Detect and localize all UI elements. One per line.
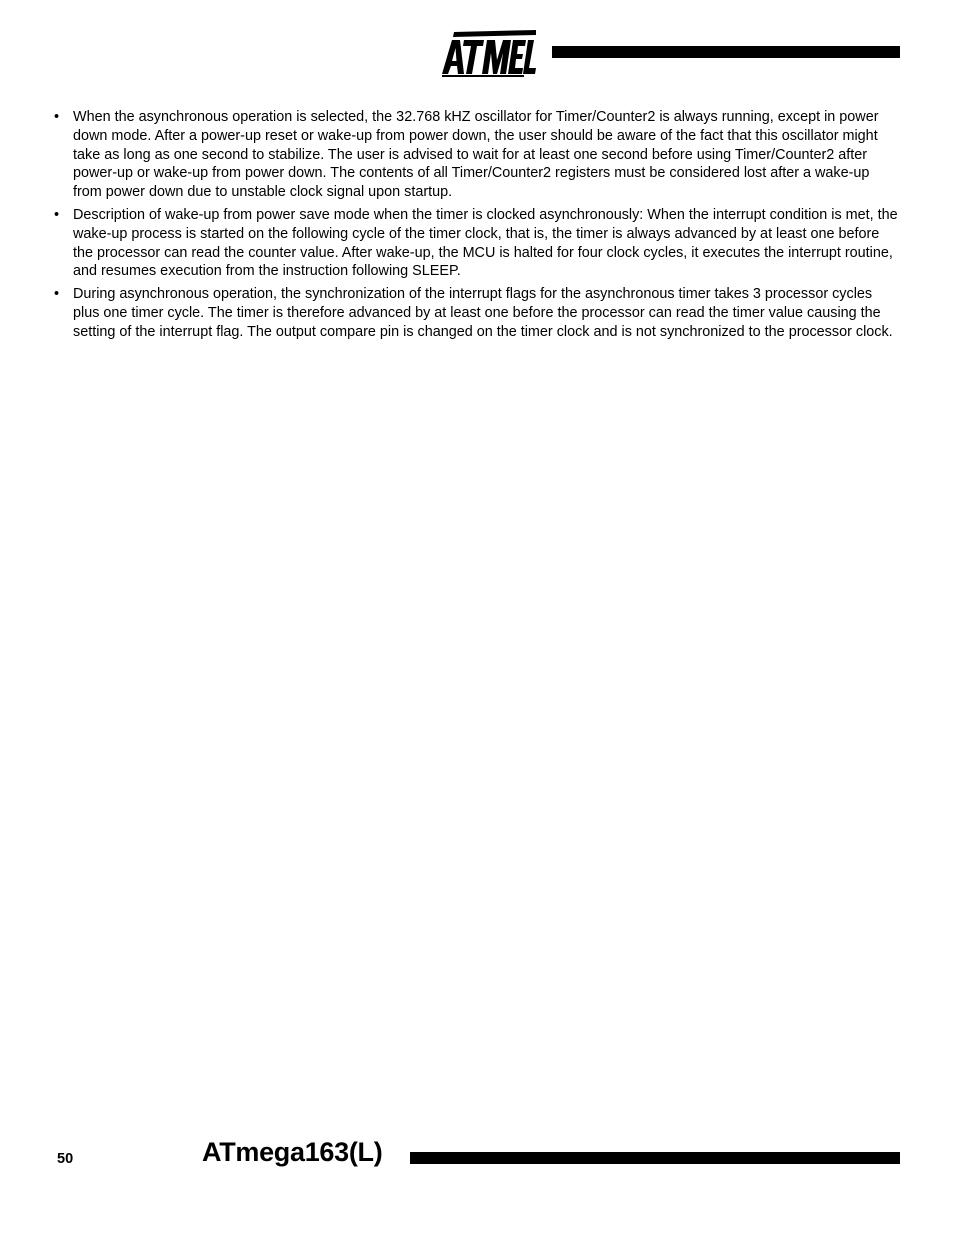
bullet-marker: • — [54, 109, 60, 125]
bullet-list — [54, 108, 900, 346]
list-item — [54, 285, 900, 341]
bullet-marker: • — [54, 286, 60, 303]
page-number: 50 — [57, 1151, 74, 1167]
bullet-text: Description of wake-up from power save mode when the timer is clocked asynchronously: When the interrupt condition is met, the wake-up process is started on the following cycle of the timer clock, that is, the timer is always advanced by at least one before the processor can read the counter value. After wake-up, the MCU is halted for four clock cycles, it executes the interrupt routine, and resumes execution from the instruction following SLEEP. — [73, 206, 898, 280]
atmel-logo-graphic — [440, 28, 538, 78]
atmel-logo — [440, 28, 538, 78]
document-title: ATmega163(L) — [202, 1137, 383, 1167]
bullet-text: When the asynchronous operation is selected, the 32.768 kHZ oscillator for Timer/Counter2 is always running, except in power down mode. After a power-up reset or wake-up from power down, the user should be aware of the fact that this oscillator might take as long as one second to stabilize. The user is advised to wait for at least one second before using Timer/Counter2 after power-up or wake-up from power down. The contents of all Timer/Counter2 registers must be considered lost after a wake-up from power down due to unstable clock signal upon startup. — [73, 109, 879, 201]
list-item — [54, 108, 900, 202]
bullet-text: During asynchronous operation, the synchronization of the interrupt flags for the asynchronous timer takes 3 processor cycles plus one timer cycle. The timer is therefore advanced by at least one before the processor can read the timer value causing the setting of the interrupt flag. The output compare pin is changed on the timer clock and is not synchronized to the processor clock. — [73, 286, 893, 340]
header-rule — [552, 46, 900, 58]
bullet-marker: • — [54, 206, 60, 223]
footer-rule — [410, 1152, 900, 1164]
list-item — [54, 206, 900, 281]
